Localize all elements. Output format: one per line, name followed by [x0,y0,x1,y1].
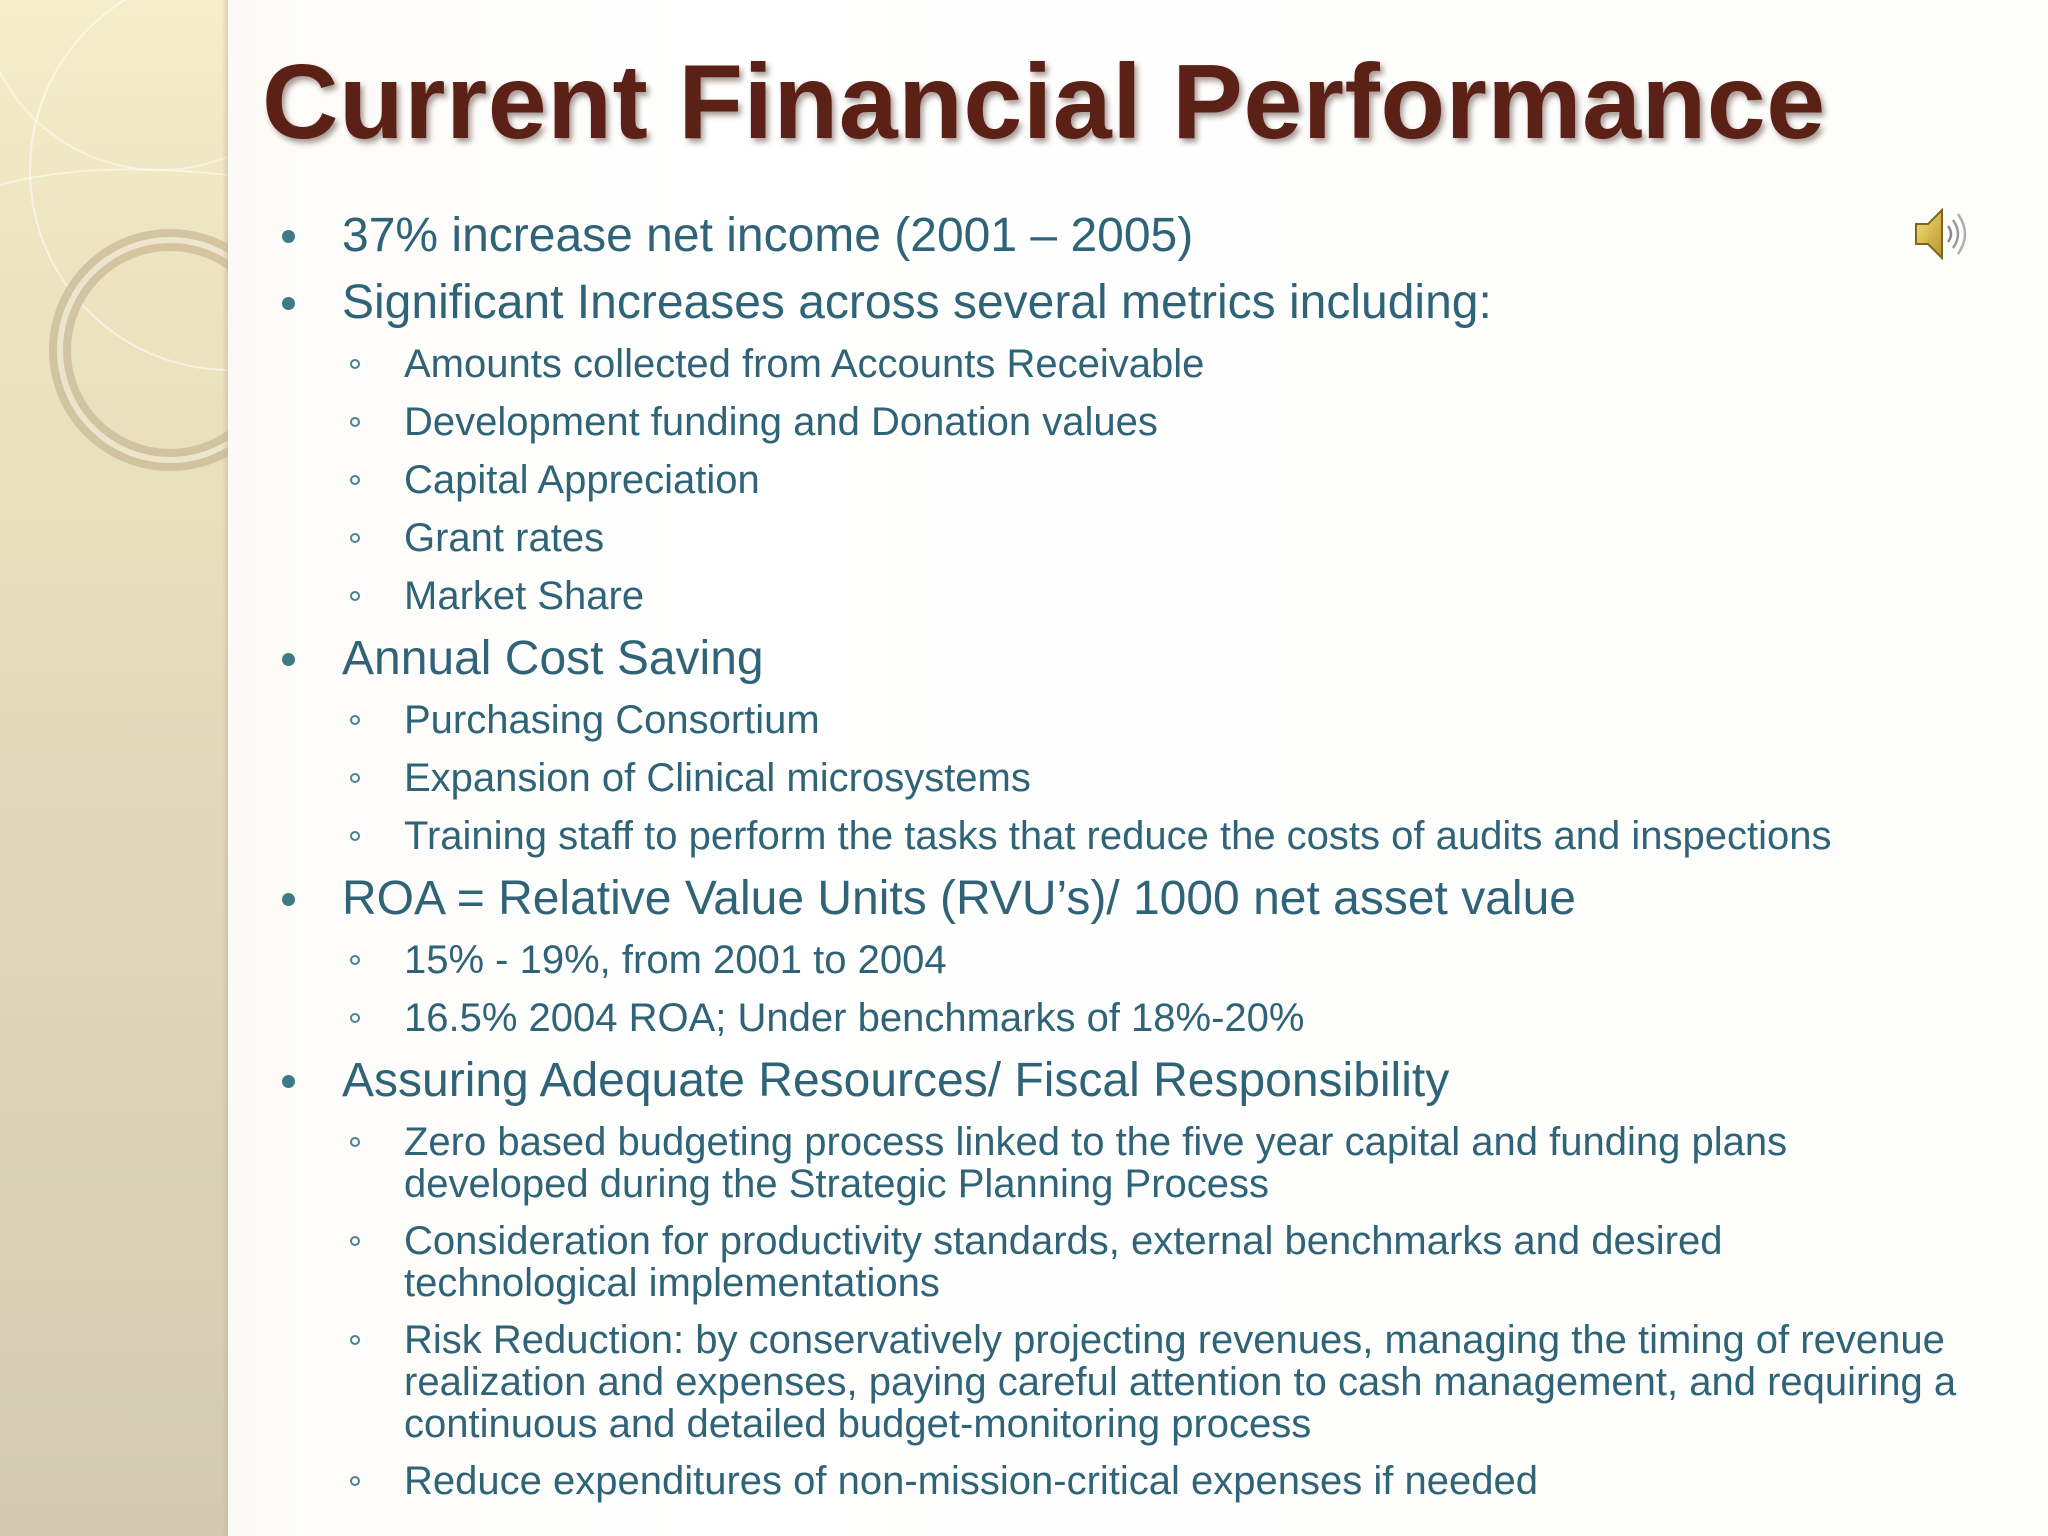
sub-bullet-ring [350,475,360,485]
sub-bullet-ring [350,1236,360,1246]
sub-bullet-item: Reduce expenditures of non-mission-critical expenses if needed [404,1459,1538,1503]
sub-bullet-item: Training staff to perform the tasks that reduce the costs of audits and inspections [404,814,1832,858]
sub-bullet-ring [350,1137,360,1147]
bullet-dot [282,653,295,666]
bullet-item: Significant Increases across several metrics including: [342,276,1492,329]
sub-bullet-ring [350,359,360,369]
sub-bullet-ring [350,715,360,725]
sub-bullet-ring [350,773,360,783]
sub-bullet-ring [350,1013,360,1023]
sub-bullet-ring [350,1335,360,1345]
bullet-dot [282,230,295,243]
sub-bullet-item: Capital Appreciation [404,458,760,502]
sub-bullet-ring [350,591,360,601]
sub-bullet-ring [350,831,360,841]
bullet-item: ROA = Relative Value Units (RVU’s)/ 1000 net asset value [342,872,1576,925]
bullet-dot [282,1075,295,1088]
sub-bullet-ring [350,955,360,965]
slide-title: Current Financial Performance [262,43,1826,161]
sub-bullet-item: Consideration for productivity standards, external benchmarks and desired technological implementations [404,1219,1723,1305]
sub-bullet-item: Purchasing Consortium [404,698,820,742]
sub-bullet-ring [350,1476,360,1486]
sub-bullet-item: Zero based budgeting process linked to the five year capital and funding plans developed during the Strategic Planning Process [404,1120,1788,1206]
sub-bullet-item: 16.5% 2004 ROA; Under benchmarks of 18%-20% [404,996,1305,1040]
sub-bullet-item: 15% - 19%, from 2001 to 2004 [404,938,947,982]
sub-bullet-ring [350,533,360,543]
sub-bullet-item: Market Share [404,574,645,618]
bullet-item: 37% increase net income (2001 – 2005) [342,209,1194,262]
sub-bullet-item: Expansion of Clinical microsystems [404,756,1031,800]
sub-bullet-item: Amounts collected from Accounts Receivable [404,342,1205,386]
bullet-dot [282,893,295,906]
sub-bullet-item: Risk Reduction: by conservatively projecting revenues, managing the timing of revenue realization and expenses, paying careful attention to cash management, and requiring a continuous and detailed budget-monitoring process [404,1318,1957,1446]
sub-bullet-ring [350,417,360,427]
bullet-item: Assuring Adequate Resources/ Fiscal Responsibility [342,1054,1450,1107]
sub-bullet-item: Grant rates [404,516,605,560]
bullet-dot [282,297,295,310]
sub-bullet-item: Development funding and Donation values [404,400,1158,444]
bullet-item: Annual Cost Saving [342,632,764,685]
